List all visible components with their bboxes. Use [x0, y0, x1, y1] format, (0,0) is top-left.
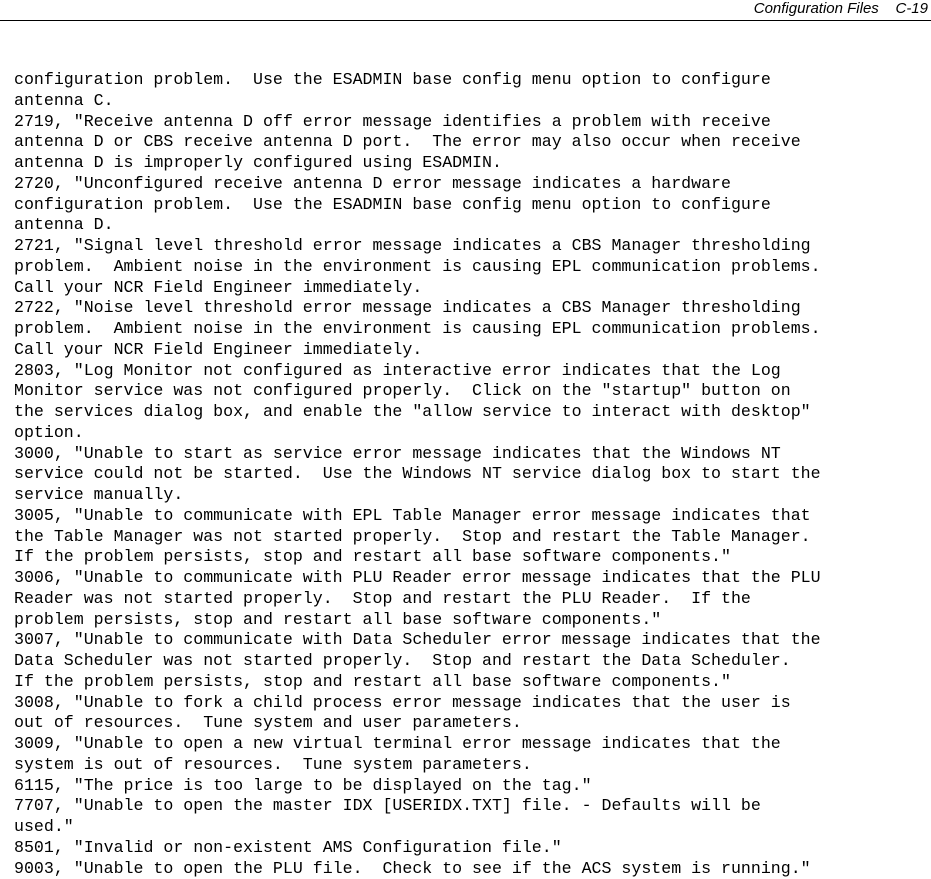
text-line: 2722, "Noise level threshold error message indicates a CBS Manager thresholding	[14, 298, 801, 318]
text-line: problem. Ambient noise in the environment is causing EPL communication problems.	[14, 256, 821, 276]
text-line: the Table Manager was not started properly. Stop and restart the Table Manager.	[14, 526, 811, 546]
text-line: problem. Ambient noise in the environment is causing EPL communication problems.	[14, 319, 821, 338]
text-line: out of resources. Tune system and user parameters.	[14, 713, 522, 733]
text-line: used."	[14, 817, 74, 836]
text-line: 2803, "Log Monitor not configured as interactive error indicates that the Log	[14, 360, 781, 380]
document-body	[14, 70, 929, 879]
text-line: Monitor service was not configured properly. Click on the "startup" button on	[14, 381, 791, 401]
text-line: service could not be started. Use the Windows NT service dialog box to start the	[14, 464, 821, 484]
text-line: 3007, "Unable to communicate with Data Scheduler error message indicates that the	[14, 630, 821, 650]
text-line: 8501, "Invalid or non-existent AMS Configuration file."	[14, 837, 562, 857]
text-line: configuration problem. Use the ESADMIN base config menu option to configure	[14, 70, 771, 89]
text-line: Call your NCR Field Engineer immediately.	[14, 339, 423, 359]
text-line: antenna D.	[14, 215, 114, 235]
text-line: 2720, "Unconfigured receive antenna D error message indicates a hardware	[14, 173, 731, 193]
text-line: antenna D is improperly configured using ESADMIN.	[14, 153, 502, 172]
text-line: 9003, "Unable to open the PLU file. Check to see if the ACS system is running."	[14, 858, 811, 878]
text-line: 7707, "Unable to open the master IDX [USERIDX.TXT] file. - Defaults will be	[14, 796, 761, 816]
text-line: configuration problem. Use the ESADMIN base config menu option to configure	[14, 194, 771, 214]
text-line: Call your NCR Field Engineer immediately.	[14, 277, 423, 297]
header-text	[754, 0, 928, 17]
text-line: antenna D or CBS receive antenna D port. The error may also occur when receive	[14, 132, 801, 152]
text-line: 3005, "Unable to communicate with EPL Table Manager error message indicates that	[14, 505, 811, 525]
text-line: If the problem persists, stop and restart all base software components."	[14, 547, 731, 567]
text-line: 6115, "The price is too large to be displayed on the tag."	[14, 775, 592, 795]
text-line: 2721, "Signal level threshold error message indicates a CBS Manager thresholding	[14, 236, 811, 255]
text-line: the services dialog box, and enable the "allow service to interact with desktop"	[14, 402, 811, 421]
text-line: 3000, "Unable to start as service error message indicates that the Windows NT	[14, 443, 781, 463]
text-line: service manually.	[14, 485, 184, 504]
page-header	[0, 0, 931, 21]
text-line: 3006, "Unable to communicate with PLU Reader error message indicates that the PLU	[14, 568, 821, 587]
header-title: Configuration Files	[753, 0, 879, 17]
text-line: problem persists, stop and restart all base software components."	[14, 609, 662, 629]
text-line: Data Scheduler was not started properly. Stop and restart the Data Scheduler.	[14, 651, 791, 670]
text-line: 3008, "Unable to fork a child process error message indicates that the user is	[14, 692, 791, 712]
text-line: If the problem persists, stop and restart all base software components."	[14, 671, 731, 691]
text-line: 2719, "Receive antenna D off error message identifies a problem with receive	[14, 111, 771, 131]
text-line: 3009, "Unable to open a new virtual terminal error message indicates that the	[14, 734, 781, 753]
text-line: system is out of resources. Tune system parameters.	[14, 754, 532, 774]
page-number: C-19	[895, 0, 928, 17]
text-line: antenna C.	[14, 90, 114, 110]
text-line: Reader was not started properly. Stop and restart the PLU Reader. If the	[14, 588, 751, 608]
text-line: option.	[14, 422, 84, 442]
